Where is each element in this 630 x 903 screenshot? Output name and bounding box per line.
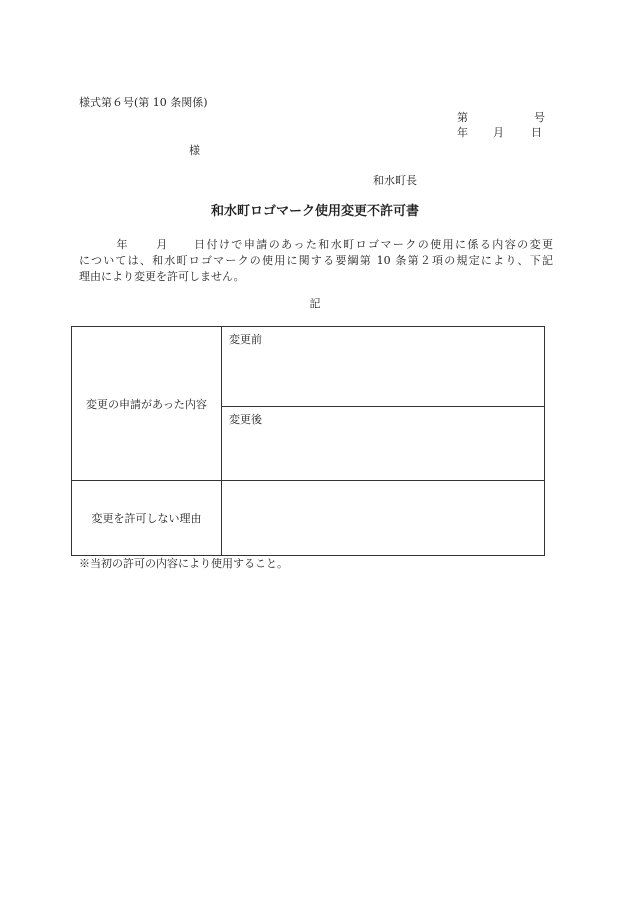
document-title: 和水町ロゴマーク使用変更不許可書: [210, 204, 419, 219]
reason-field[interactable]: [222, 481, 545, 556]
date-month: 月: [493, 126, 504, 139]
body-year: 年: [115, 238, 129, 251]
change-form-table: [71, 326, 545, 556]
body-month: 月: [154, 238, 169, 251]
form-number: 様式第６号(第 10 条関係): [79, 96, 208, 109]
reason-label: 変更を許可しない理由: [72, 481, 222, 556]
before-change-field[interactable]: [222, 327, 545, 407]
issue-date-row: [457, 127, 545, 142]
body-line-2: については、和水町ロゴマークの使用に関する要綱第 10 条第２項の規定により、下記: [79, 254, 553, 267]
after-change-field[interactable]: [222, 407, 545, 481]
body-line-1: [79, 237, 553, 253]
date-year: 年: [457, 126, 468, 139]
before-change-label: 変更前: [229, 333, 262, 346]
body-line-1-text: 日付けで申請のあった和水町ロゴマークの使用に係る内容の変更: [192, 238, 554, 251]
body-paragraph: [79, 237, 553, 285]
footnote: ※当初の許可の内容により使用すること。: [79, 557, 288, 570]
ki-heading: 記: [309, 297, 321, 310]
issuer: 和水町長: [373, 174, 417, 187]
number-suffix: 号: [534, 111, 545, 124]
addressee: 様: [189, 144, 200, 157]
date-day: 日: [531, 126, 542, 139]
body-line-3: 理由により変更を許可しません。: [79, 270, 245, 283]
table-row: [72, 327, 545, 407]
number-prefix: 第: [457, 111, 468, 124]
table-row: [72, 481, 545, 556]
requested-content-label: 変更の申請があった内容: [72, 327, 222, 481]
document-number-row: [457, 112, 545, 127]
document-number-date: [457, 112, 545, 142]
after-change-label: 変更後: [229, 413, 262, 426]
